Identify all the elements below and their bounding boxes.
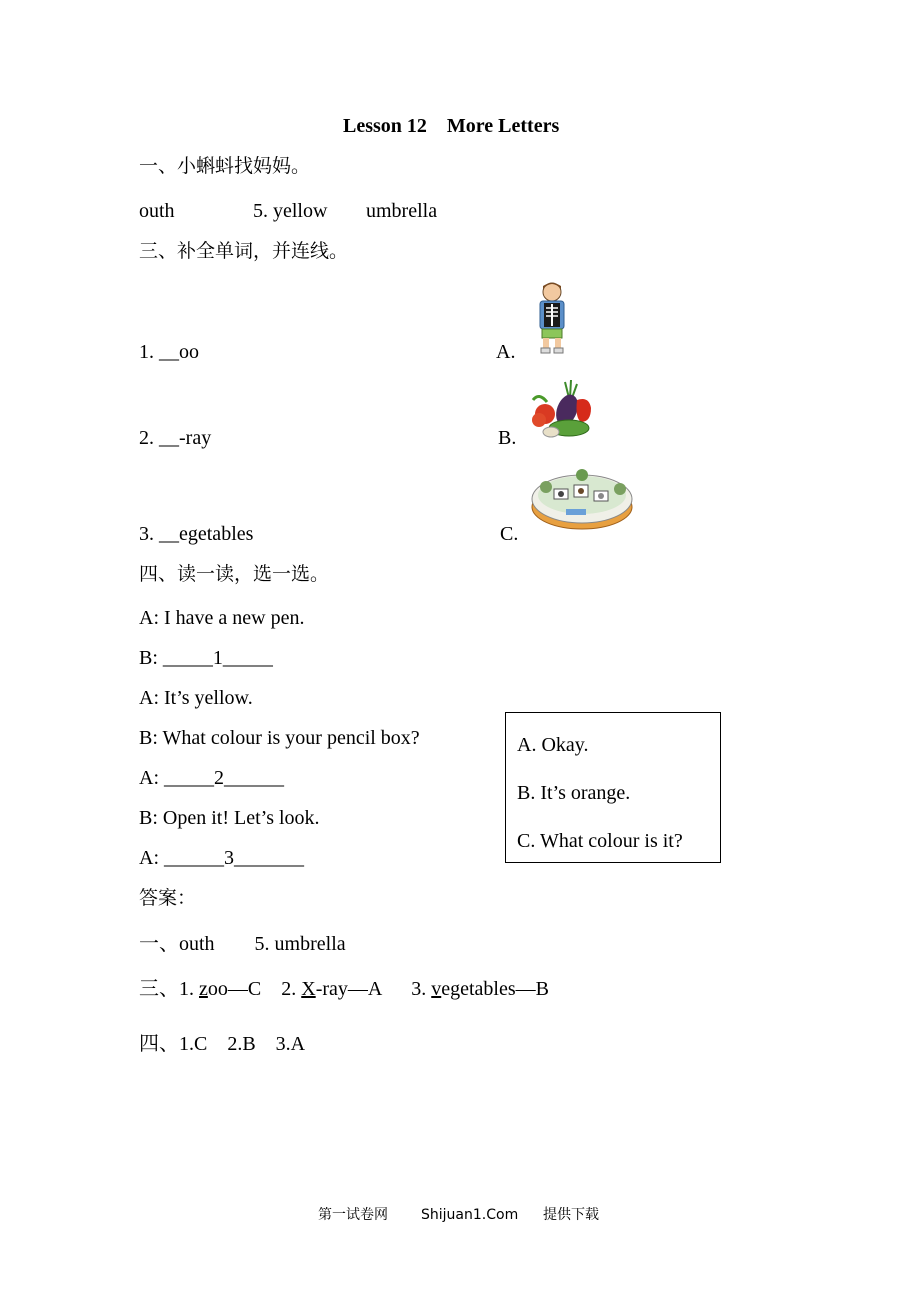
- section1-word-1: outh: [139, 200, 175, 222]
- footer-site-url[interactable]: Shijuan1.Com: [421, 1207, 519, 1223]
- answer-letter-3: v: [431, 978, 442, 1000]
- section3-heading: 三、补全单词，并连线。: [139, 240, 349, 262]
- dialogue-line-4: B: What colour is your pencil box?: [139, 727, 420, 749]
- answer-rest-2: -ray—A 3.: [315, 978, 432, 1000]
- option-c: C. What colour is it?: [517, 830, 683, 852]
- match-word-1: 1. __oo: [139, 341, 199, 363]
- answer-line-2: [139, 979, 549, 999]
- section1-word-3: umbrella: [366, 200, 438, 222]
- dialogue-line-2: B: _____1_____: [139, 647, 273, 669]
- footer-site-name: 第一试卷网: [318, 1207, 388, 1223]
- answer-line-3: 四、1.C 2.B 3.A: [139, 1033, 306, 1055]
- answer-line-2-prefix: 三、1.: [139, 978, 199, 1000]
- dialogue-line-7: A: ______3_______: [139, 847, 304, 869]
- footer-download-text: 提供下载: [543, 1207, 599, 1223]
- answer-letter-1: z: [199, 978, 208, 1000]
- answer-line-1: 一、outh 5. umbrella: [139, 933, 346, 955]
- match-word-3: 3. __egetables: [139, 523, 254, 545]
- answer-rest-3: egetables—B: [441, 978, 549, 1000]
- option-a: A. Okay.: [517, 734, 589, 756]
- options-box: [505, 712, 721, 863]
- answers-heading: 答案：: [139, 887, 197, 909]
- section1-word-2: 5. yellow: [253, 200, 328, 222]
- section1-heading: 一、小蝌蚪找妈妈。: [139, 155, 311, 177]
- dialogue-line-6: B: Open it! Let’s look.: [139, 807, 320, 829]
- answer-letter-2: X: [301, 978, 316, 1000]
- dialogue-line-1: A: I have a new pen.: [139, 607, 305, 629]
- vegetables-icon: [525, 378, 597, 442]
- dialogue-line-3: A: It’s yellow.: [139, 687, 253, 709]
- page-title: Lesson 12 More Letters: [343, 115, 560, 137]
- x-ray-boy-icon: [530, 280, 574, 354]
- option-b: B. It’s orange.: [517, 782, 631, 804]
- match-option-c: C.: [500, 523, 519, 545]
- dialogue-line-5: A: _____2______: [139, 767, 284, 789]
- match-word-2: 2. __-ray: [139, 427, 212, 449]
- zoo-icon: [530, 465, 636, 533]
- match-option-a: A.: [496, 341, 516, 363]
- match-option-b: B.: [498, 427, 517, 449]
- answer-rest-1: oo—C 2.: [207, 978, 302, 1000]
- section4-heading: 四、读一读，选一选。: [139, 563, 330, 585]
